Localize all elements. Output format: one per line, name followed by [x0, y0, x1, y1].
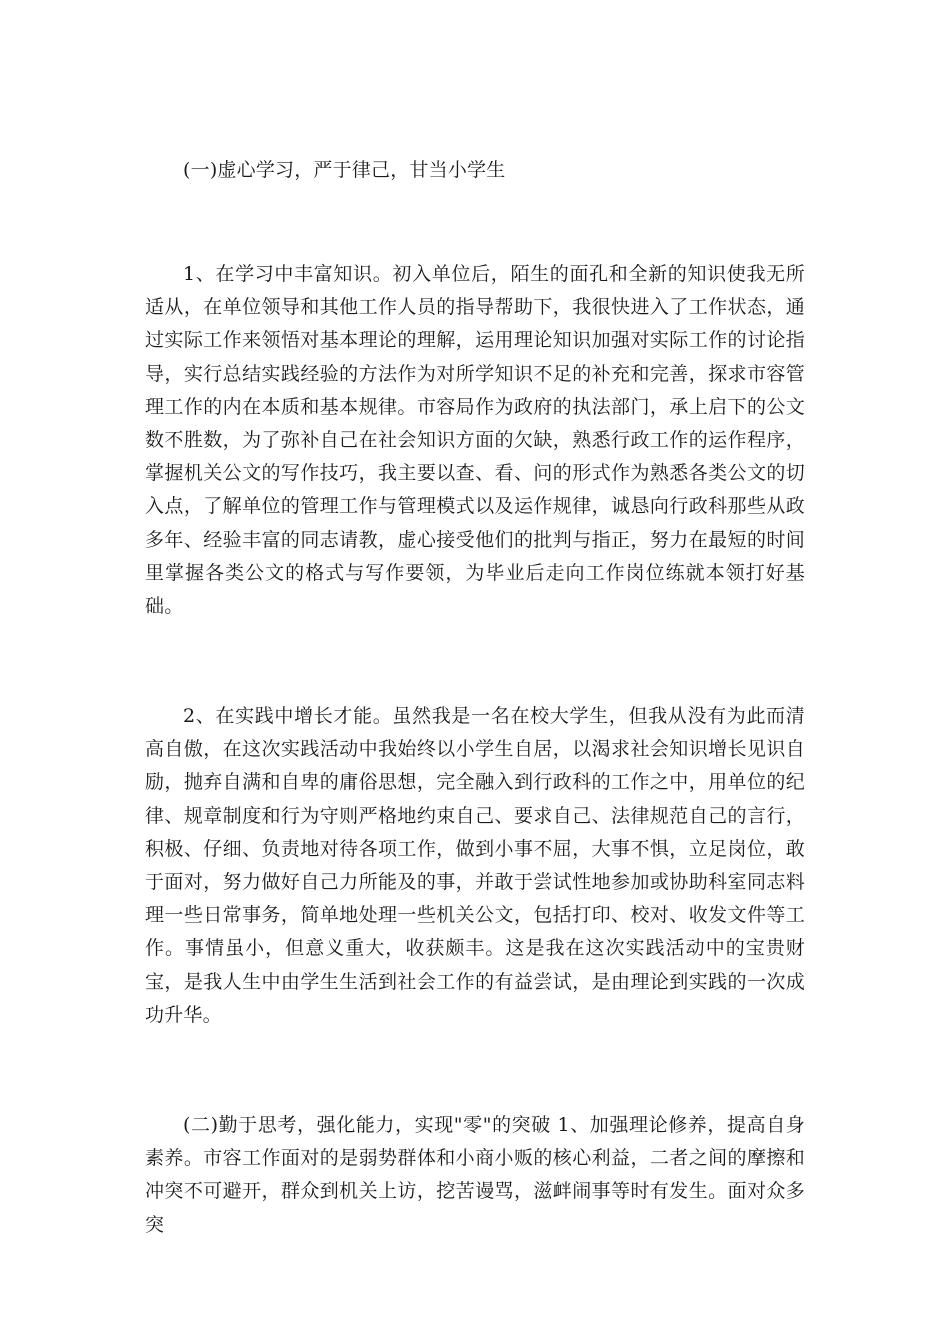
paragraph-2: 2、在实践中增长才能。虽然我是一名在校大学生，但我从没有为此而清高自傲，在这次实践活动中我始终以小学生自居，以渴求社会知识增长见识自励，抛弃自满和自卑的庸俗思想，完全融入到行政科的工作之中，用单位的纪律、规章制度和行为守则严格地约束自己、要求自己、法律规范自己的言行，积极、仔细、负责地对待各项工作，做到小事不屈，大事不惧，立足岗位，敢于面对，努力做好自己力所能及的事，并敢于尝试性地参加或协助科室同志料理一些日常事务，简单地处理一些机关公文，包括打印、校对、收发文件等工作。事情虽小，但意义重大，收获颇丰。这是我在这次实践活动中的宝贵财宝，是我人生中由学生生活到社会工作的有益尝试，是由理论到实践的一次成功升华。 [145, 705, 805, 1026]
paragraph-3: (二)勤于思考，强化能力，实现"零"的突破 1、加强理论修养，提高自身素养。市容工作面对的是弱势群体和小商小贩的核心利益，二者之间的摩擦和冲突不可避开，群众到机关上访，挖苦谩骂，滋衅闹事等时有发生。面对众多突 [145, 1114, 805, 1236]
section-heading-1: (一)虚心学习，严于律己，甘当小学生 [183, 159, 506, 181]
paragraph-1: 1、在学习中丰富知识。初入单位后，陌生的面孔和全新的知识使我无所适从，在单位领导和其他工作人员的指导帮助下，我很快进入了工作状态，通过实际工作来领悟对基本理论的理解，运用理论知识加强对实际工作的讨论指导，实行总结实践经验的方法作为对所学知识不足的补充和完善，探求市容管理工作的内在本质和基本规律。市容局作为政府的执法部门，承上启下的公文数不胜数，为了弥补自己在社会知识方面的欠缺，熟悉行政工作的运作程序，掌握机关公文的写作技巧，我主要以查、看、问的形式作为熟悉各类公文的切入点，了解单位的管理工作与管理模式以及运作规律，诚恳向行政科那些从政多年、经验丰富的同志请教，虚心接受他们的批判与指正，努力在最短的时间里掌握各类公文的格式与写作要领，为毕业后走向工作岗位练就本领打好基础。 [145, 263, 805, 618]
